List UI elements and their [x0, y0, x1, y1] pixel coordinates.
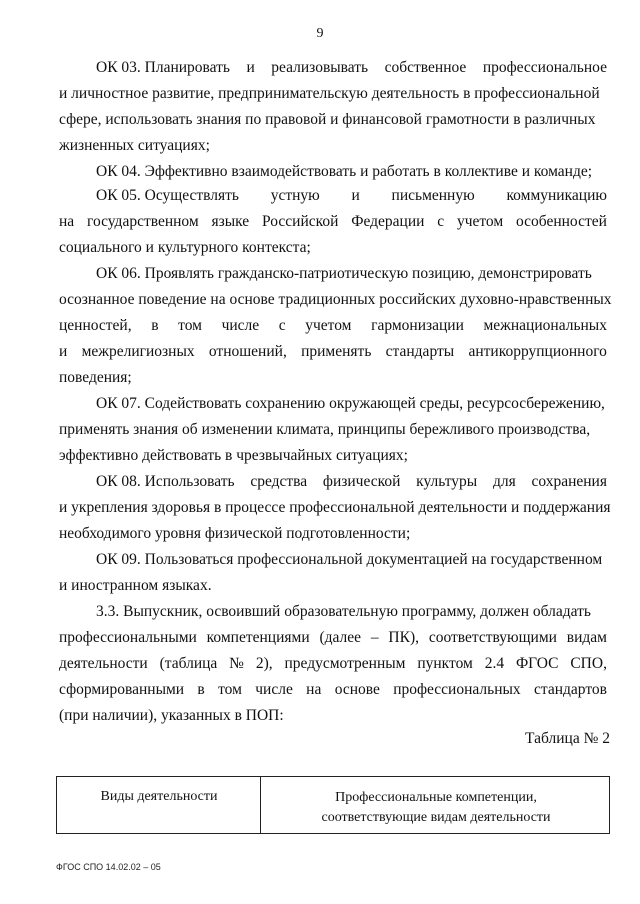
word: Федерации — [351, 213, 425, 230]
word: профессиональное — [482, 59, 607, 76]
text-line — [0, 136, 640, 162]
text-line — [0, 654, 640, 680]
word: предусмотренным — [284, 655, 406, 672]
text-span: эффективно действовать в чрезвычайных ситуациях; — [59, 447, 408, 464]
word: 2.4 — [484, 655, 505, 672]
word: СПО, — [570, 655, 607, 672]
word: межнациональных — [483, 317, 607, 334]
line-ok09 — [0, 550, 640, 576]
text-span: (при наличии), указанных в ПОП: — [59, 707, 284, 724]
word: для — [492, 473, 516, 490]
word: и — [351, 187, 360, 204]
justified-line — [96, 472, 607, 492]
word: и — [246, 59, 255, 76]
text-span: ОК 06. Проявлять гражданско-патриотическую позицию, демонстрировать — [96, 265, 592, 282]
word: № — [229, 655, 244, 672]
table-label: Таблица № 2 — [525, 730, 610, 747]
text-line — [0, 680, 640, 706]
table-header-activities: Виды деятельности — [100, 789, 218, 804]
word: языке — [211, 213, 250, 230]
word: реализовывать — [271, 59, 369, 76]
justified-line — [59, 212, 607, 232]
line-ok08 — [0, 472, 640, 498]
text-span: необходимого уровня физической подготовленности; — [59, 525, 411, 542]
word: в — [197, 681, 205, 698]
line-3-3 — [0, 602, 640, 628]
word: устную — [270, 187, 320, 204]
text-span: сфере, использовать знания по правовой и финансовой грамотности в различных — [59, 111, 596, 128]
justified-line — [96, 186, 607, 206]
text-span: осознанное поведение на основе традиционных российских духовно-нравственных — [59, 291, 612, 308]
text-span: ОК 09. Пользоваться профессиональной документацией на государственном — [96, 551, 603, 568]
justified-line — [59, 628, 607, 648]
word: (далее — [319, 629, 362, 646]
word: ценностей, — [59, 317, 132, 334]
justified-line — [59, 654, 607, 674]
text-span: и личностное развитие, предпринимательскую деятельность в профессиональной — [59, 85, 600, 102]
word: деятельности — [59, 655, 148, 672]
justified-line — [96, 58, 607, 78]
text-span: и иностранном языках. — [59, 577, 212, 594]
text-line — [0, 524, 640, 550]
word: учетом — [305, 317, 352, 334]
text-line — [0, 110, 640, 136]
word: отношений, — [208, 343, 287, 360]
word: том — [218, 681, 242, 698]
word: с — [437, 213, 445, 230]
table-column-divider — [57, 777, 261, 833]
table-header-competencies — [261, 788, 611, 828]
line-ok06 — [0, 264, 640, 290]
footer-code: ФГОС СПО 14.02.02 – 05 — [56, 862, 161, 872]
text-line — [0, 706, 640, 732]
line-ok04 — [0, 162, 640, 188]
word: основе — [334, 681, 380, 698]
word: соответствующими — [428, 629, 557, 646]
word: сформированными — [59, 681, 185, 698]
text-line — [0, 290, 640, 316]
text-line — [0, 212, 640, 238]
word: применять — [301, 343, 372, 360]
table-header-line: Профессиональные компетенции, — [335, 790, 537, 805]
text-line — [0, 368, 640, 394]
text-span: ОК 04. Эффективно взаимодействовать и работать в коллективе и команде; — [96, 163, 593, 180]
word: профессиональными — [59, 629, 197, 646]
word: ПК), — [388, 629, 419, 646]
word: на — [306, 681, 322, 698]
text-span: поведения; — [59, 369, 132, 386]
text-line — [0, 446, 640, 472]
word: письменную — [391, 187, 475, 204]
word: учетом — [456, 213, 504, 230]
word: 2), — [255, 655, 273, 672]
word: ОК 08. Использовать — [96, 473, 235, 490]
word: средства — [250, 473, 308, 490]
word: государственном — [87, 213, 199, 230]
word: видам — [566, 629, 607, 646]
word: культуры — [416, 473, 478, 490]
text-line — [0, 238, 640, 264]
word: физической — [322, 473, 401, 490]
word: в — [151, 317, 159, 334]
text-line — [0, 342, 640, 368]
table-header-line: соответствующие видам деятельности — [321, 810, 551, 825]
text-span: применять знания об изменении климата, принципы бережливого производства, — [59, 421, 591, 438]
word: ОК 03. Планировать — [96, 59, 230, 76]
word: особенностей — [516, 213, 607, 230]
text-line — [0, 420, 640, 446]
word: гармонизации — [371, 317, 464, 334]
text-span: жизненных ситуациях; — [59, 137, 210, 154]
word: с — [278, 317, 286, 334]
word: числе — [221, 317, 260, 334]
word: ОК 05. Осуществлять — [96, 187, 239, 204]
word: собственное — [384, 59, 467, 76]
word: сохранения — [531, 473, 607, 490]
justified-line — [59, 316, 607, 336]
justified-line — [59, 342, 607, 362]
word: ФГОС — [515, 655, 559, 672]
word: стандартов — [534, 681, 607, 698]
text-span: социального и культурного контекста; — [59, 239, 311, 256]
line-ok07 — [0, 394, 640, 420]
text-line — [0, 576, 640, 602]
word: (таблица — [159, 655, 218, 672]
justified-line — [59, 680, 607, 700]
line-ok05 — [0, 186, 640, 212]
page-number: 9 — [316, 26, 324, 41]
text-span: и укрепления здоровья в процессе профессиональной деятельности и поддержания — [59, 499, 611, 516]
word: Российской — [262, 213, 339, 230]
word: – — [370, 629, 379, 646]
word: коммуникацию — [506, 187, 607, 204]
word: межрелигиозных — [81, 343, 195, 360]
word: профессиональных — [393, 681, 521, 698]
text-line — [0, 84, 640, 110]
word: компетенциями — [206, 629, 310, 646]
competencies-table-header — [56, 776, 610, 834]
text-line — [0, 628, 640, 654]
word: на — [59, 213, 75, 230]
text-span: 3.3. Выпускник, освоивший образовательную программу, должен обладать — [96, 603, 591, 620]
word: стандарты — [385, 343, 455, 360]
word: пунктом — [417, 655, 473, 672]
word: антикоррупционного — [468, 343, 607, 360]
text-span: ОК 07. Содействовать сохранению окружающей среды, ресурсосбережению, — [96, 395, 605, 412]
word: том — [178, 317, 202, 334]
text-line — [0, 498, 640, 524]
word: числе — [255, 681, 293, 698]
word: и — [59, 343, 68, 360]
text-line — [0, 316, 640, 342]
line-ok03 — [0, 58, 640, 84]
